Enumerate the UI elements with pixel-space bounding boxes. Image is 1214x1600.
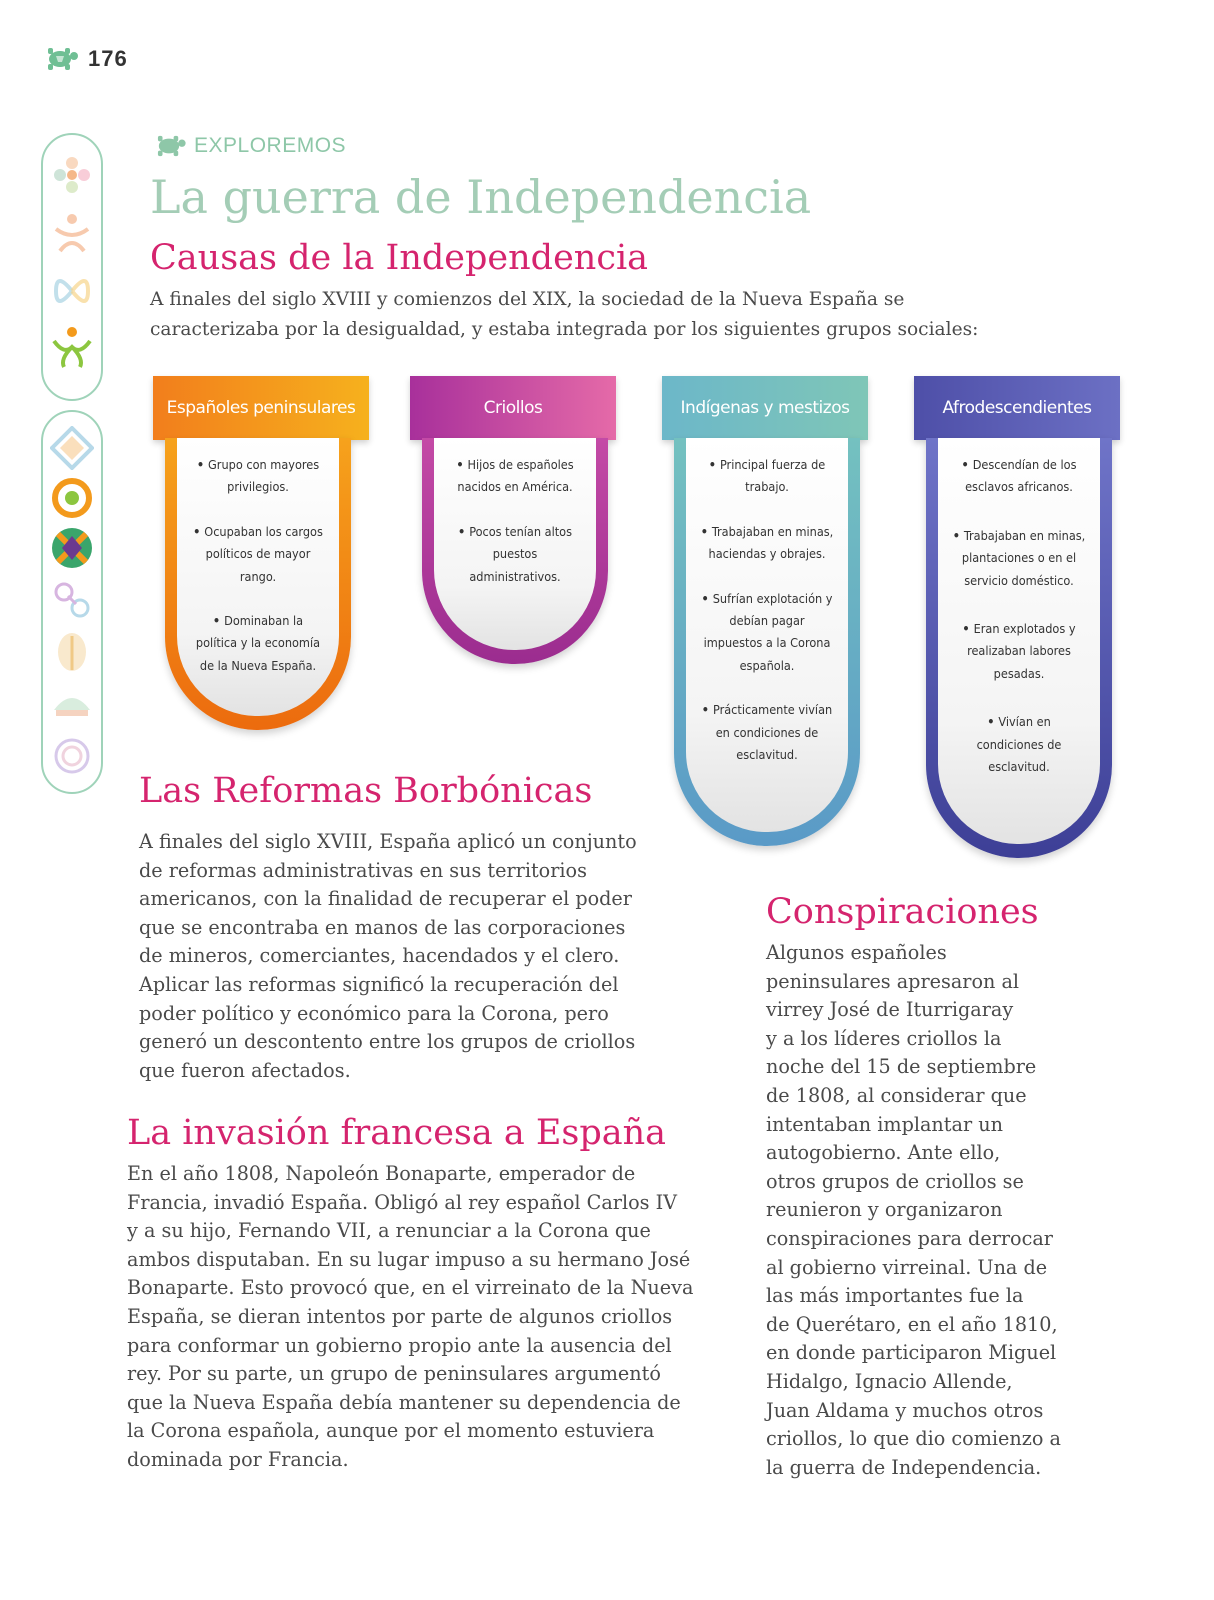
group-items [177,454,339,677]
group-title: Indígenas y mestizos [662,376,868,440]
text-line: A finales del siglo XVIII, España aplicó un conjunto [139,830,637,853]
shell-icon [50,682,94,726]
text-line: de 1808, al considerar que [766,1083,1027,1107]
group-tube [422,438,608,664]
text-line: otros grupos de criollos se [766,1169,1024,1193]
list-item: • Vivían en condiciones de esclavitud. [938,711,1100,778]
text-line: que fueron afectados. [139,1058,351,1082]
reformas-title: Las Reformas Borbónicas [139,771,593,811]
list-item: • Sufrían explotación y debían pagar impuestos a la Corona española. [686,588,848,678]
text-line: Algunos españoles [766,941,947,964]
list-item: • Grupo con mayores privilegios. [177,454,339,499]
text-line: rey. Por su parte, un grupo de peninsulares argumentó [127,1362,661,1386]
group-items [434,454,596,588]
page-header [40,46,128,72]
list-item: • Ocupaban los cargos políticos de mayor rango. [177,521,339,588]
causas-line-2: caracterizaba por la desigualdad, y estaba integrada por los siguientes grupos sociales: [150,319,979,340]
leaf-icon [50,630,94,674]
key-icon [50,578,94,622]
reformas-text [139,828,699,1085]
dancer-icon [50,325,94,369]
text-line: autogobierno. Ante ello, [766,1141,1001,1165]
group-tube [926,438,1112,858]
text-line: Bonaparte. Esto provocó que, en el virreinato de la Nueva [127,1276,694,1300]
text-line: de reformas administrativas en sus territorios [139,858,587,882]
text-line: poder político y económico para la Corona, pero [139,1001,609,1025]
causas-line-1: A finales del siglo XVIII y comienzos del XIX, la sociedad de la Nueva España se [150,289,905,310]
ring-icon [50,476,94,520]
list-item: • Dominaban la política y la economía de la Nueva España. [177,610,339,677]
conspiraciones-text [766,939,1096,1482]
text-line: americanos, con la finalidad de recuperar el poder [139,887,632,911]
group-items [938,454,1100,778]
list-item: • Trabajaban en minas, haciendas y obrajes. [686,521,848,566]
text-line: generó un descontento entre los grupos de criollos [139,1030,636,1054]
figure-icon [50,211,94,255]
text-line: al gobierno virreinal. Una de [766,1255,1048,1279]
text-line: la Corona española, aunque por el momento estuviera [127,1419,655,1443]
spiral-icon [50,734,94,778]
list-item: • Descendían de los esclavos africanos. [938,454,1100,499]
group-panel [686,438,848,832]
turtle-icon [150,134,188,158]
causas-title: Causas de la Independencia [150,238,648,278]
page-title: La guerra de Independencia [150,170,812,224]
flower-icon [50,153,94,197]
group-title: Españoles peninsulares [153,376,369,440]
list-item: • Principal fuerza de trabajo. [686,454,848,499]
text-line: que la Nueva España debía mantener su dependencia de [127,1390,681,1414]
group-title: Afrodescendientes [914,376,1120,440]
text-line: criollos, lo que dio comienzo a [766,1427,1061,1451]
text-line: En el año 1808, Napoleón Bonaparte, emperador de [127,1162,636,1185]
conspiraciones-title: Conspiraciones [766,892,1039,932]
list-item: • Eran explotados y realizaban labores pesadas. [938,618,1100,685]
text-line: la guerra de Independencia. [766,1455,1042,1479]
text-line: Aplicar las reformas significó la recuperación del [139,972,619,996]
list-item: • Prácticamente vivían en condiciones de esclavitud. [686,699,848,766]
text-line: ambos disputaban. En su lugar impuso a su hermano José [127,1247,691,1271]
group-title: Criollos [410,376,616,440]
cross-badge-icon [50,526,94,570]
list-item: • Trabajaban en minas, plantaciones o en el servicio doméstico. [938,525,1100,592]
text-line: que se encontraba en manos de las corporaciones [139,915,626,939]
causas-text [150,285,1110,345]
text-line: dominada por Francia. [127,1447,349,1471]
invasion-text [127,1160,727,1475]
group-tube [674,438,860,846]
text-line: Francia, invadió España. Obligó al rey español Carlos IV [127,1190,678,1214]
group-tube [165,438,351,730]
side-strip-top [41,133,103,401]
text-line: Hidalgo, Ignacio Allende, [766,1369,1013,1393]
text-line: peninsulares apresaron al [766,969,1020,993]
text-line: las más importantes fue la [766,1284,1024,1308]
list-item: • Hijos de españoles nacidos en América. [434,454,596,499]
side-strip-bottom [41,410,103,794]
text-line: noche del 15 de septiembre [766,1055,1037,1079]
list-item: • Pocos tenían altos puestos administrativos. [434,521,596,588]
text-line: de Querétaro, en el año 1810, [766,1312,1058,1336]
group-panel [434,438,596,650]
text-line: España, se dieran intentos por parte de algunos criollos [127,1304,673,1328]
text-line: intentaban implantar un [766,1112,1003,1136]
page-number: 176 [88,46,128,71]
text-line: y a los líderes criollos la [766,1026,1002,1050]
group-items [686,454,848,766]
explore-text: EXPLOREMOS [194,134,347,157]
text-line: de mineros, comerciantes, hacendados y el clero. [139,944,620,968]
text-line: Juan Aldama y muchos otros [766,1398,1044,1422]
turtle-icon [40,46,80,72]
text-line: reunieron y organizaron [766,1198,1003,1222]
text-line: para conformar un gobierno propio ante la ausencia del [127,1333,672,1357]
group-panel [177,438,339,716]
text-line: en donde participaron Miguel [766,1341,1057,1365]
text-line: virrey José de Iturrigaray [766,998,1014,1022]
explore-label [150,134,346,158]
text-line: conspiraciones para derrocar [766,1226,1053,1250]
text-line: y a su hijo, Fernando VII, a renunciar a la Corona que [127,1219,651,1243]
butterfly-icon [50,269,94,313]
invasion-title: La invasión francesa a España [127,1113,667,1153]
diamond-icon [50,426,94,470]
group-panel [938,438,1100,844]
